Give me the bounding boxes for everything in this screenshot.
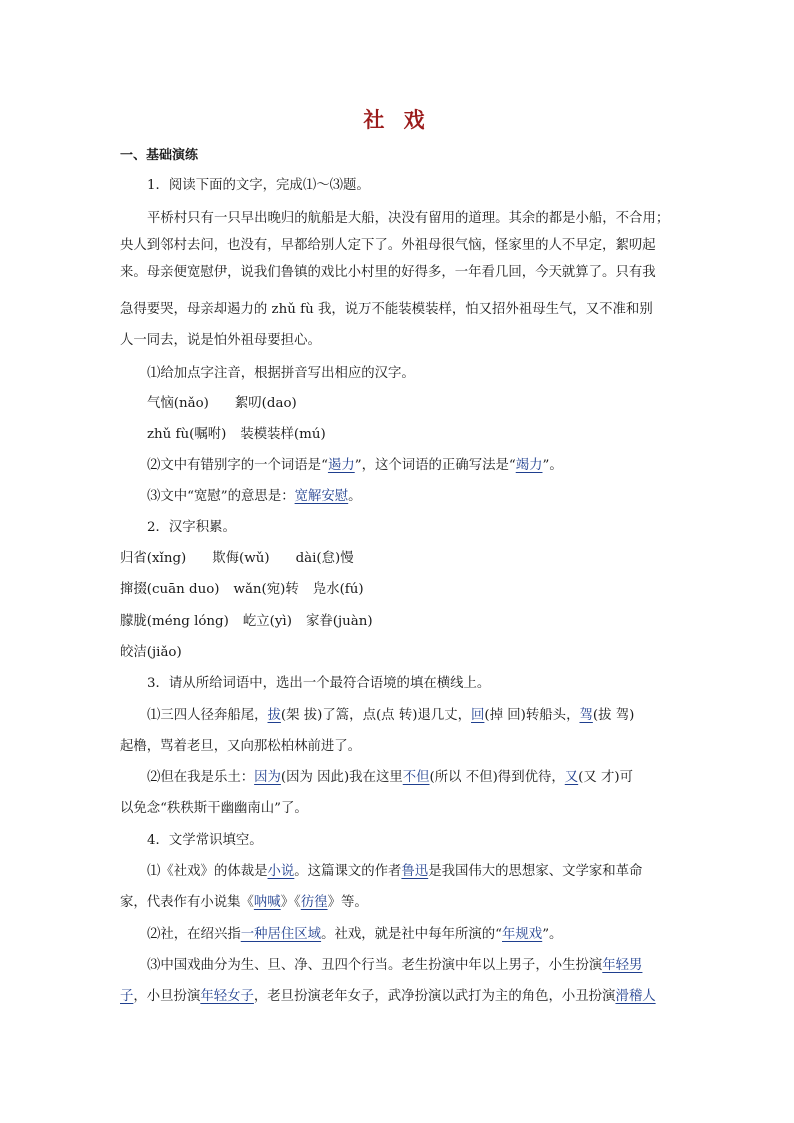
answer-word: 小说	[267, 864, 295, 879]
answer-correct-word: 竭力	[515, 458, 543, 473]
answer-word: 呐喊	[253, 895, 281, 910]
q-text: 。社戏，就是社中每年所演的“	[321, 927, 503, 942]
answer-word: 不但	[402, 770, 430, 785]
q3-s2-line-2: 以免念“秩秩斯干幽幽南山”了。	[120, 801, 308, 816]
page-title: 社 戏	[363, 107, 431, 132]
q-text: ”。	[542, 458, 563, 473]
answer-text: wǎn(宛)转	[233, 582, 299, 597]
answer-word: 年轻男	[602, 958, 643, 973]
answer-word: 滑稽人	[615, 989, 656, 1004]
q1-stem: 1．阅读下面的文字，完成⑴～⑶题。	[147, 178, 370, 193]
answer-word: 年规戏	[502, 927, 543, 942]
q-text: 》《	[280, 895, 301, 910]
q-text: ，小旦扮演	[133, 989, 201, 1004]
q3-s1-line-1	[147, 706, 676, 726]
q1-sub2	[147, 456, 676, 476]
q-text: (掉 回)转船头，	[484, 708, 580, 723]
q-text: ⑵社，在绍兴指	[147, 927, 241, 942]
q2-row-1	[120, 549, 676, 569]
q-text: ⑶文中“宽慰”的意思是：	[147, 489, 295, 504]
answer-text: 絮叨(dao)	[234, 396, 297, 411]
q1-sub3	[147, 487, 676, 507]
q-text: ⑵但在我是乐土：	[147, 770, 255, 785]
answer-word: 彷徨	[300, 895, 328, 910]
q2-row-3	[120, 612, 676, 632]
answer-text: 装模装样(mú)	[240, 427, 326, 442]
q4-s1-line-2	[120, 893, 676, 913]
answer-word: 鲁迅	[401, 864, 429, 879]
q1-passage-line-3: 来。母亲便宽慰伊，说我们鲁镇的戏比小村里的好得多，一年看几回，今天就算了。只有我	[120, 265, 656, 280]
q4-s2	[147, 925, 676, 945]
q1-passage-line-4: 急得要哭，母亲却遏力的 zhǔ fù 我，说万不能装模装样，怕又招外祖母生气，又不准和别	[120, 302, 653, 317]
q-text: ⑶中国戏曲分为生、旦、净、丑四个行当。老生扮演中年以上男子，小生扮演	[147, 958, 603, 973]
answer-meaning: 宽解安慰	[294, 489, 349, 504]
answer-wrong-word: 遏力	[327, 458, 355, 473]
answer-text: 屹立(yì)	[242, 614, 292, 629]
answer-text: 归省(xǐng)	[120, 551, 187, 566]
q4-s3-line-2	[120, 987, 676, 1007]
q1-answers-row-1	[147, 394, 676, 414]
answer-word: 因为	[254, 770, 281, 785]
q-text: (架 拔)了篙，点(点 转)退几丈，	[280, 708, 472, 723]
q-text: (拔 驾)	[592, 708, 635, 723]
answer-word: 一种居住区域	[240, 927, 322, 942]
answer-word: 又	[564, 770, 579, 785]
answer-word: 子	[120, 989, 134, 1004]
q-text: ”，这个词语的正确写法是“	[354, 458, 516, 473]
q1-sub1: ⑴给加点字注音，根据拼音写出相应的汉字。	[147, 366, 415, 381]
q3-s2-line-1	[147, 768, 676, 788]
answer-word: 回	[471, 708, 485, 723]
section-heading: 一、基础演练	[120, 148, 199, 163]
answer-text: 凫水(fú)	[312, 582, 364, 597]
answer-word: 驾	[579, 708, 593, 723]
q4-stem: 4．文学常识填空。	[147, 833, 263, 848]
q-text: ，老旦扮演老年女子，武净扮演以武打为主的角色，小丑扮演	[253, 989, 616, 1004]
q1-answers-row-2	[147, 425, 676, 445]
q4-s3-line-1	[147, 956, 676, 976]
q-text: 》等。	[327, 895, 368, 910]
answer-text: 家眷(juàn)	[305, 614, 373, 629]
answer-text: 撺掇(cuān duo)	[120, 582, 220, 597]
answer-text: 气恼(nǎo)	[147, 396, 209, 411]
answer-word: 年轻女子	[200, 989, 254, 1004]
q2-stem: 2．汉字积累。	[147, 520, 236, 535]
q-text: 。这篇课文的作者	[294, 864, 402, 879]
q-text: ”。	[542, 927, 563, 942]
q-text: (所以 不但)得到优待，	[429, 770, 565, 785]
q1-passage-line-1: 平桥村只有一只早出晚归的航船是大船，决没有留用的道理。其余的都是小船，不合用；	[147, 211, 670, 226]
q3-stem: 3．请从所给词语中，选出一个最符合语境的填在横线上。	[147, 676, 491, 691]
answer-text: zhǔ fù(嘱咐)	[147, 427, 227, 442]
answer-text: dài(怠)慢	[295, 551, 354, 566]
q-text: 。	[348, 489, 362, 504]
answer-word: 拔	[267, 708, 281, 723]
q-text: (因为 因此)我在这里	[280, 770, 403, 785]
q2-row-2	[120, 580, 676, 600]
q2-row-4: 皎洁(jiǎo)	[120, 645, 182, 660]
q-text: (又 才)可	[578, 770, 634, 785]
q-text: ⑴《社戏》的体裁是	[147, 864, 268, 879]
q3-s1-line-2: 起橹，骂着老旦，又向那松柏林前进了。	[120, 739, 362, 754]
q4-s1-line-1	[147, 862, 676, 882]
q-text: 是我国伟大的思想家、文学家和革命	[428, 864, 643, 879]
q1-passage-line-2: 央人到邻村去问，也没有，早都给别人定下了。外祖母很气恼，怪家里的人不早定，絮叨起	[120, 238, 656, 253]
answer-text: 朦胧(méng lóng)	[120, 614, 229, 629]
q-text: ⑴三四人径奔船尾，	[147, 708, 268, 723]
q-text: ⑵文中有错别字的一个词语是“	[147, 458, 328, 473]
answer-text: 欺侮(wǔ)	[212, 551, 270, 566]
q1-passage-line-5: 人一同去，说是怕外祖母要担心。	[120, 333, 321, 348]
q-text: 家，代表作有小说集《	[120, 895, 254, 910]
